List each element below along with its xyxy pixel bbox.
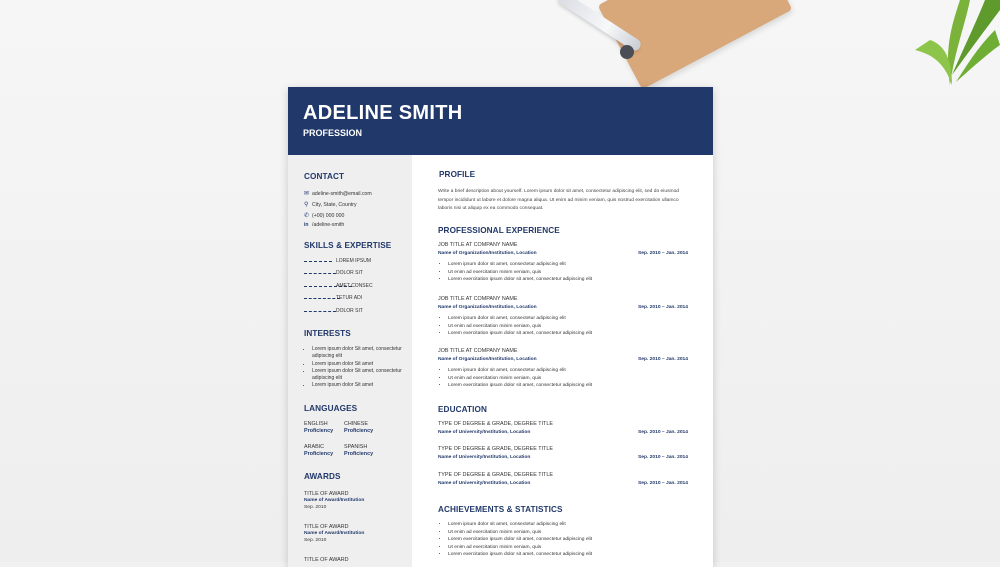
list-item: • Lorem ipsum dolor sit amet, consectetur adipiscing elit xyxy=(448,521,688,529)
skill-level-bar xyxy=(304,311,336,312)
list-item: • Ut enim ad exercitation minim veniam, quis xyxy=(448,323,688,331)
list-item: • Lorem ipsum dolor sit amet, consectetur adipiscing elit xyxy=(448,315,688,323)
skill-row xyxy=(304,308,394,315)
awards-heading: AWARDS xyxy=(304,472,341,481)
resume-main xyxy=(412,155,713,567)
list-item: • Lorem exercitation ipsum dolor sit amet, consectetur adipiscing elit xyxy=(448,536,688,544)
education-heading: EDUCATION xyxy=(438,405,487,414)
contact-email: ✉ adeline-smith@email.com xyxy=(304,191,372,197)
skill-level-bar xyxy=(304,261,332,262)
list-item: • Lorem exercitation ipsum dolor sit amet, consectetur adipiscing elit xyxy=(448,276,688,284)
list-item: • Lorem ipsum dolor sit amet, consectetur adipiscing elit xyxy=(448,367,688,375)
list-item: • Lorem exercitation ipsum dolor sit amet, consectetur adipiscing elit xyxy=(448,551,688,559)
profile-text: Write a brief description about yourself. Lorem ipsum dolor sit amet, consectetur adipiscing elit, sed do eiusmod tempor incididunt ut labore et dolore magna aliqua. Ut enim ad minim veniam, quis nostrud exercitation ullamco laboris nisi ut aliquip ex ea commodo consequat. xyxy=(438,189,680,211)
plant-decoration xyxy=(890,0,1000,90)
experience-heading: PROFESSIONAL EXPERIENCE xyxy=(438,226,560,235)
language-item: ENGLISH Proficiency xyxy=(304,421,334,434)
resume-page xyxy=(288,87,713,567)
list-item: • Lorem ipsum dolor Sit amet, consectetur adipiscing elit xyxy=(312,346,412,361)
skill-label: TETUR ADI xyxy=(336,295,363,302)
education-entry: TYPE OF DEGREE & GRADE, DEGREE TITLE Name of University/Institution, Location Sep. 2010 – Jan. 2014 xyxy=(438,446,688,460)
list-item: • Lorem ipsum dolor Sit amet xyxy=(312,361,412,368)
contact-heading: CONTACT xyxy=(304,172,345,181)
language-item: CHINESE Proficiency xyxy=(344,421,374,434)
skill-row xyxy=(304,270,394,277)
linkedin-icon: in xyxy=(304,222,309,228)
job-entry: JOB TITLE AT COMPANY NAME Name of Organization/Institution, Location Sep. 2010 – Jan. 2014 • Lorem ipsum dolor sit amet, consectetur adipiscing elit • Ut enim ad exercitation minim veniam, quis • Lorem exercitation ipsum dolor sit amet, consectetur adipiscing elit xyxy=(438,296,688,302)
achievements-heading: ACHIEVEMENTS & STATISTICS xyxy=(438,505,563,514)
skill-row xyxy=(304,295,394,302)
list-item: • Lorem ipsum dolor Sit amet xyxy=(312,382,412,389)
map-pin-icon: ⚲ xyxy=(304,202,309,208)
skill-label: AMET CONSEC xyxy=(336,282,373,289)
skill-row xyxy=(304,258,394,265)
list-item: • Lorem ipsum dolor Sit amet, consectetur adipiscing elit xyxy=(312,368,412,383)
interests-heading: INTERESTS xyxy=(304,329,351,338)
list-item: • Ut enim ad exercitation minim veniam, quis xyxy=(448,269,688,277)
languages-heading: LANGUAGES xyxy=(304,404,358,413)
list-item: • Ut enim ad exercitation minim veniam, quis xyxy=(448,375,688,383)
language-item: SPANISH Proficiency xyxy=(344,444,374,457)
skill-label: DOLOR SIT xyxy=(336,270,363,277)
award-item: TITLE OF AWARD Name of Award/Institution Sep. 2010 xyxy=(304,491,365,510)
list-item: • Ut enim ad exercitation minim veniam, quis xyxy=(448,544,688,552)
contact-location: ⚲ City, State, Country xyxy=(304,202,357,208)
resume-header xyxy=(288,87,713,155)
job-entry: JOB TITLE AT COMPANY NAME Name of Organization/Institution, Location Sep. 2010 – Jan. 2014 • Lorem ipsum dolor sit amet, consectetur adipiscing elit • Ut enim ad exercitation minim veniam, quis • Lorem exercitation ipsum dolor sit amet, consectetur adipiscing elit xyxy=(438,242,688,248)
list-item: • Ut enim ad exercitation minim veniam, quis xyxy=(448,529,688,537)
contact-phone: ✆ (+00) 000 000 xyxy=(304,213,345,219)
award-item: TITLE OF AWARD xyxy=(304,557,349,563)
list-item: • Lorem ipsum dolor sit amet, consectetur adipiscing elit xyxy=(448,261,688,269)
language-item: ARABIC Proficiency xyxy=(304,444,334,457)
skill-row xyxy=(304,283,394,290)
award-item: TITLE OF AWARD Name of Award/Institution Sep. 2010 xyxy=(304,524,365,543)
skill-label: LOREM IPSUM xyxy=(336,258,372,264)
profile-heading: PROFILE xyxy=(439,170,476,179)
education-entry: TYPE OF DEGREE & GRADE, DEGREE TITLE Name of University/Institution, Location Sep. 2010 – Jan. 2014 xyxy=(438,421,688,435)
list-item: • Lorem exercitation ipsum dolor sit amet, consectetur adipiscing elit xyxy=(448,382,688,390)
pen-tip-decoration xyxy=(620,45,634,59)
skill-level-bar xyxy=(304,298,340,299)
envelope-icon: ✉ xyxy=(304,191,310,197)
skills-heading: SKILLS & EXPERTISE xyxy=(304,241,392,250)
education-entry: TYPE OF DEGREE & GRADE, DEGREE TITLE Name of University/Institution, Location Sep. 2010 – Jan. 2014 xyxy=(438,472,688,486)
resume-profession: PROFESSION xyxy=(303,128,363,138)
interests-list xyxy=(304,346,412,390)
skill-level-bar xyxy=(304,273,336,274)
phone-icon: ✆ xyxy=(304,213,310,219)
resume-sidebar xyxy=(288,155,412,567)
resume-name: ADELINE SMITH xyxy=(303,102,463,124)
contact-linkedin: in /adeline-smith xyxy=(304,222,345,228)
list-item: • Lorem exercitation ipsum dolor sit amet, consectetur adipiscing elit xyxy=(448,330,688,338)
job-entry: JOB TITLE AT COMPANY NAME Name of Organization/Institution, Location Sep. 2010 – Jan. 2014 • Lorem ipsum dolor sit amet, consectetur adipiscing elit • Ut enim ad exercitation minim veniam, quis • Lorem exercitation ipsum dolor sit amet, consectetur adipiscing elit xyxy=(438,348,688,354)
achievements-list xyxy=(440,521,688,559)
skill-label: DOLOR SIT xyxy=(336,307,363,314)
